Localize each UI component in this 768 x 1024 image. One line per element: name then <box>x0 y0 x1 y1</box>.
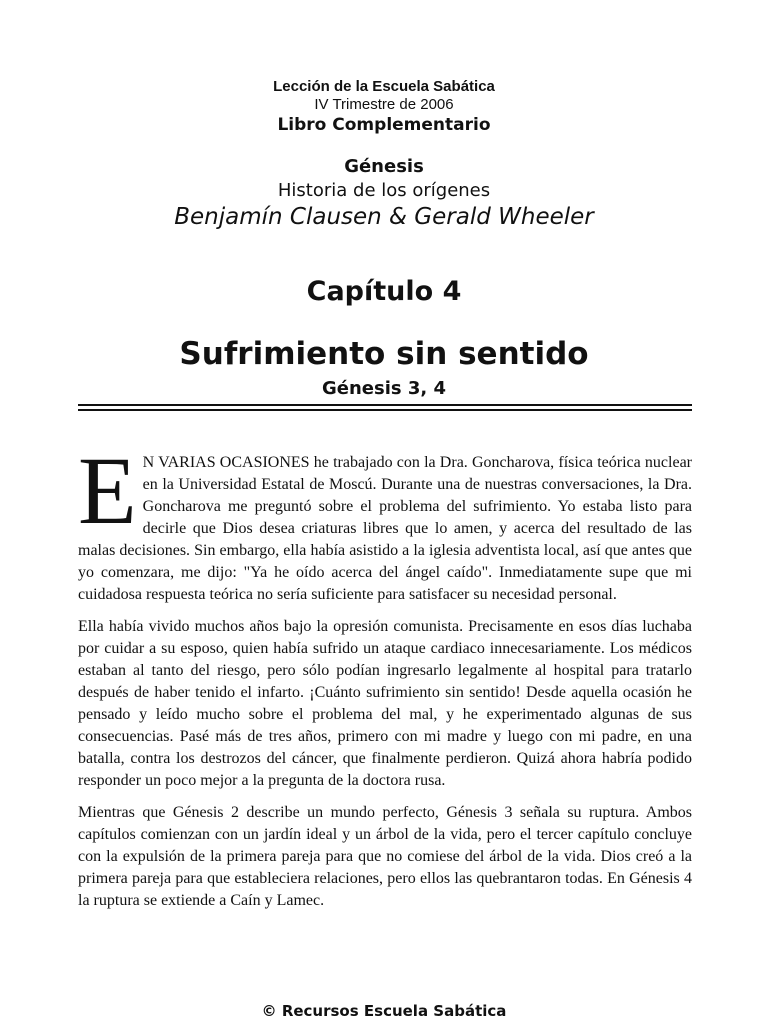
paragraph-2: Ella había vivido muchos años bajo la opresión comunista. Precisamente en esos días luchaba por cuidar a su esposo, quien había sufrido un ataque cardiaco innecesariamente. Los médicos estaban al tanto del riesgo, pero sólo podían ingresarlo legalmente al hospital para tratarlo después de haber tenido el infarto. ¡Cuánto sufrimiento sin sentido! Desde aquella ocasión he pensado y leído mucho sobre el problema del mal, y he experimentado algunas de sus consecuencias. Pasé más de tres años, primero con mi madre y luego con mi padre, en una batalla, contra los destrozos del cáncer, que finalmente perdieron. Quizá ahora habría podido responder un poco mejor a la pregunta de la doctora rusa. <box>78 618 692 789</box>
header-book-type: Libro Complementario <box>277 115 491 135</box>
book-authors: Benjamín Clausen & Gerald Wheeler <box>174 204 594 230</box>
drop-cap: E <box>78 437 137 544</box>
paragraph-1-text: N VARIAS OCASIONES he trabajado con la Dra. Goncharova, física teórica nuclear en la Universidad Estatal de Moscú. Durante una de nuestras conversaciones, la Dra. Goncharova me preguntó sobre el problema del sufrimiento. Yo estaba listo para decirle que Dios desea criaturas libres que lo amen, y acerca del resultado de las malas decisiones. Sin embargo, ella había asistido a la iglesia adventista local, así que antes que yo comenzara, me dijo: "Ya he oído acerca del ángel caído". Inmediatamente supe que mi cuidadosa respuesta teórica no sería suficiente para satisfacer su necesidad personal. <box>78 454 692 603</box>
copyright-footer: © Recursos Escuela Sabática <box>261 1002 507 1020</box>
header-quarter: IV Trimestre de 2006 <box>314 96 454 113</box>
lesson-header <box>0 77 768 137</box>
paragraph-3: Mientras que Génesis 2 describe un mundo perfecto, Génesis 3 señala su ruptura. Ambos capítulos comienzan con un jardín ideal y un árbol de la vida, pero el tercer capítulo concluye con la expulsión de la primera pareja para que no comiese del árbol de la vida. Dios creó a la primera pareja para que estableciera relaciones, pero ellos las quebrantaron todas. En Génesis 4 la ruptura se extiende a Caín y Lamec. <box>78 804 692 909</box>
divider-bottom <box>78 409 692 411</box>
chapter-title: Sufrimiento sin sentido <box>179 336 589 372</box>
book-title: Génesis <box>344 156 424 177</box>
chapter-body <box>78 437 692 922</box>
paragraph-1 <box>78 437 692 606</box>
chapter-label: Capítulo 4 <box>306 276 462 307</box>
header-series: Lección de la Escuela Sabática <box>273 78 495 95</box>
chapter-reference: Génesis 3, 4 <box>321 378 447 399</box>
divider-top <box>78 404 692 406</box>
book-subtitle: Historia de los orígenes <box>277 180 491 201</box>
